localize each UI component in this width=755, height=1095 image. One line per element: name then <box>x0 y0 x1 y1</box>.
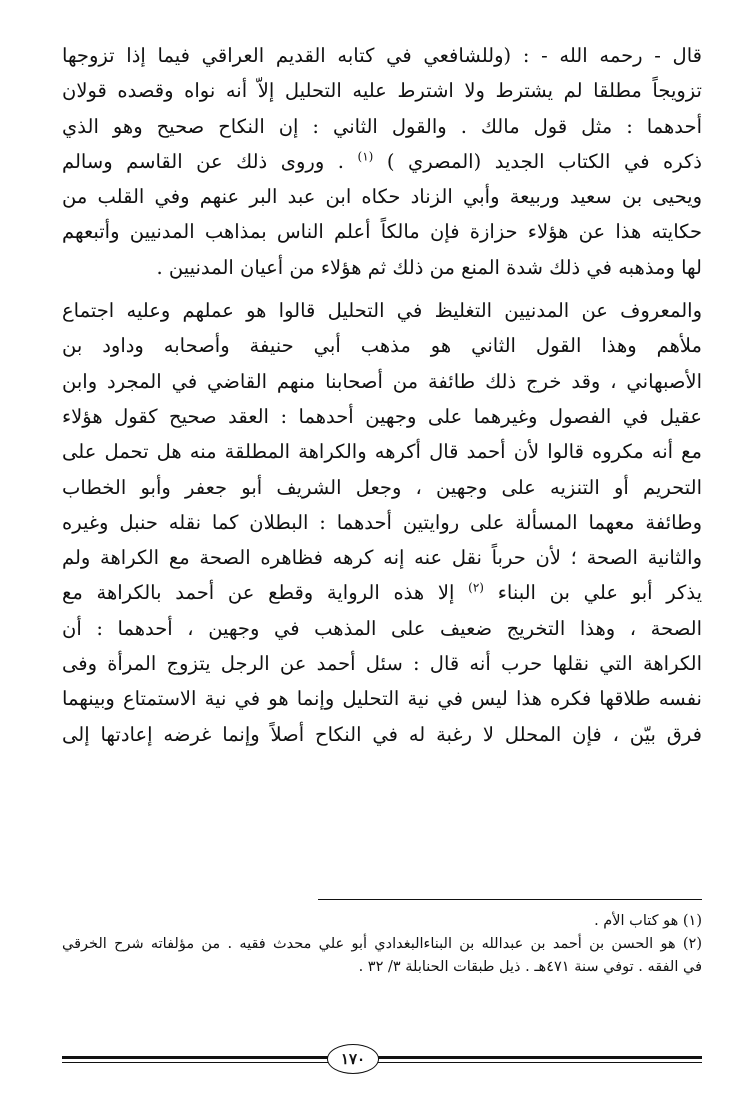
footer-rule-thick <box>62 1056 702 1059</box>
page-number <box>327 1044 379 1074</box>
text-line: والثانية الصحة ؛ لأن حرباً نقل عنه إنه كرهه فظاهره الصحة مع الكراهة ولم <box>62 546 702 570</box>
footnotes <box>62 910 702 979</box>
text-line: فرق بيّن ، فإن المحلل لا رغبة له في النكاح أصلاً وإنما غرضه إعادتها إلى <box>62 722 702 746</box>
text-line: نفسه طلاقها فكره هذا ليس في نية التحليل وإنما هو في نية الاستمتاع وبينهما <box>62 687 702 711</box>
text-line: ويحيى بن سعيد وربيعة وأبي الزناد حكاه ابن عبد البر عنهم وفي القلب من <box>62 185 702 209</box>
text-line: حكايته هذا عن هؤلاء حزازة فإن مالكاً أعلم الناس بمذاهب المدنيين وأتبعهم <box>62 220 702 244</box>
footer-rule-thin <box>62 1062 702 1063</box>
footnote-2-continued: في الفقه . توفي سنة ٤٧١هـ . ذيل طبقات الحنابلة ٣/ ٣٢ . <box>358 959 702 975</box>
text-segment: ذكره في الكتاب الجديد (المصري ) <box>386 149 702 173</box>
text-line: ملأهم وهذا القول الثاني هو مذهب أبي حنيفة وأصحابه وداود بن <box>62 334 702 358</box>
text-line: التحريم أو التنزيه على وجهين ، وجعل الشريف أبو جعفر وأبو الخطاب <box>62 475 702 499</box>
text-line <box>62 144 702 179</box>
text-segment: إلا هذه الرواية وقطع عن أحمد بالكراهة مع <box>62 581 469 605</box>
footnote-1: (١) هو كتاب الأم . <box>594 913 702 929</box>
text-segment: . وروى ذلك عن القاسم وسالم <box>62 149 358 173</box>
text-line: مع أنه مكروه قالوا لأن أحمد قال أكرهه والكراهة المطلقة منه هل تحمل على <box>62 440 702 464</box>
paragraph-2 <box>62 293 702 752</box>
paragraph-1 <box>62 38 702 285</box>
text-line: قال - رحمه الله - : (وللشافعي في كتابه القديم العراقي فيما إذا تزوجها <box>62 44 702 67</box>
text-line: لها ومذهبه في ذلك شدة المنع من ذلك ثم هؤلاء من أعيان المدنيين . <box>156 255 702 279</box>
footnote-separator <box>318 899 702 900</box>
footnote-ref-1: (١) <box>357 149 374 164</box>
text-line: والمعروف عن المدنيين التغليظ في التحليل قالوا هو عملهم وعليه اجتماع <box>62 299 702 323</box>
footnote-2: (٢) هو الحسن بن أحمد بن عبدالله بن البناءالبغدادي أبو علي محدث فقيه . من مؤلفاته شرح الخرقي <box>62 936 702 952</box>
footnote-ref-2: (٢) <box>468 580 484 595</box>
text-line: وطائفة معهما المسألة على روايتين أحدهما : البطلان كما نقله حنبل وغيره <box>62 510 702 534</box>
page-number-text: ١٧٠ <box>340 1050 366 1068</box>
text-segment: يذكر أبو علي بن البناء <box>497 581 702 605</box>
text-line <box>62 575 702 610</box>
text-line: عقيل في الفصول وغيرهما على وجهين أحدهما : العقد صحيح كقول هؤلاء <box>62 404 702 428</box>
text-line: الأصبهاني ، وقد خرج ذلك طائفة من أصحابنا منهم القاضي في المجرد وابن <box>62 369 702 393</box>
text-line: الكراهة التي نقلها حرب أنه قال : سئل أحمد عن الرجل يتزوج المرأة وفى <box>62 652 702 676</box>
text-line: تزويجاً مطلقا لم يشترط ولا اشترط عليه التحليل إلاّ أنه نواه وقصده قولان <box>62 79 702 103</box>
text-line: الصحة ، وهذا التخريج ضعيف على المذهب في وجهين ، أحدهما : أن <box>62 616 702 640</box>
main-text <box>62 38 702 752</box>
text-line: أحدهما : مثل قول مالك . والقول الثاني : إن النكاح صحيح وهو الذي <box>62 114 702 138</box>
